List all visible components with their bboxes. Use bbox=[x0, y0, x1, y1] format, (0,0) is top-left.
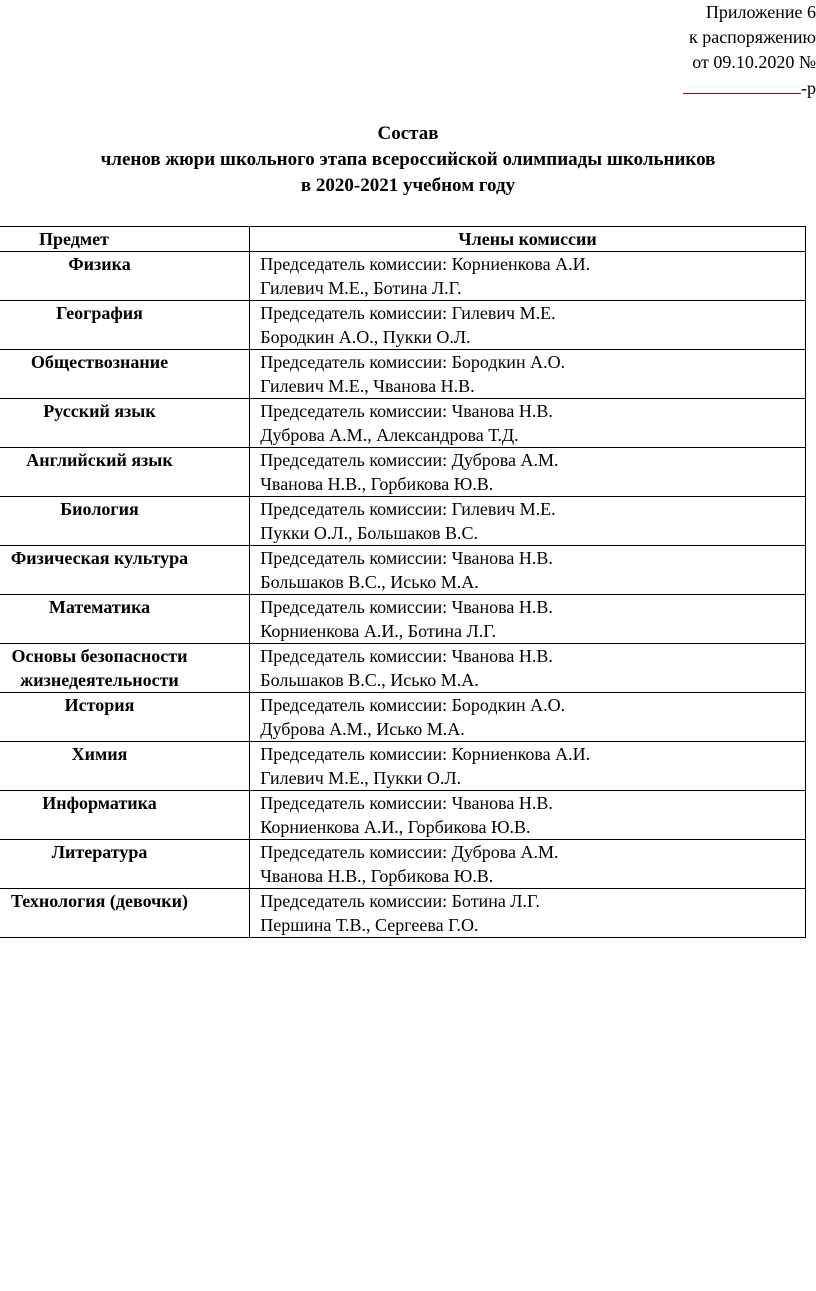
subject-cell bbox=[0, 742, 250, 791]
title-line-1: Состав bbox=[377, 123, 439, 144]
commission-chair: Председатель комиссии: Чванова Н.В. bbox=[260, 793, 553, 813]
commission-members: Бородкин А.О., Пукки О.Л. bbox=[260, 327, 471, 347]
commission-members: Першина Т.В., Сергеева Г.О. bbox=[260, 915, 479, 935]
header-subject: Предмет bbox=[0, 227, 250, 252]
commission-chair: Председатель комиссии: Ботина Л.Г. bbox=[260, 891, 540, 911]
subject-name: География bbox=[56, 303, 143, 323]
commission-members: Гилевич М.Е., Пукки О.Л. bbox=[260, 768, 462, 788]
subject-cell bbox=[0, 840, 250, 889]
commission-members: Пукки О.Л., Большаков В.С. bbox=[260, 523, 479, 543]
members-cell bbox=[250, 252, 806, 301]
commission-chair: Председатель комиссии: Корниенкова А.И. bbox=[260, 254, 591, 274]
subject-name: Технология (девочки) bbox=[10, 891, 189, 911]
members-cell bbox=[250, 840, 806, 889]
members-cell bbox=[250, 644, 806, 693]
table-row bbox=[0, 644, 806, 693]
table-header-row bbox=[0, 227, 806, 252]
commission-chair: Председатель комиссии: Чванова Н.В. bbox=[260, 646, 553, 666]
members-cell bbox=[250, 546, 806, 595]
commission-chair: Председатель комиссии: Бородкин А.О. bbox=[260, 695, 566, 715]
table-row bbox=[0, 497, 806, 546]
subject-cell bbox=[0, 693, 250, 742]
subject-cell bbox=[0, 301, 250, 350]
members-cell bbox=[250, 595, 806, 644]
table-row bbox=[0, 301, 806, 350]
subject-name: Информатика bbox=[42, 793, 157, 813]
commission-chair: Председатель комиссии: Гилевич М.Е. bbox=[260, 303, 556, 323]
members-cell bbox=[250, 889, 806, 938]
order-number-suffix: -р bbox=[801, 78, 816, 98]
members-cell bbox=[250, 742, 806, 791]
blank-order-number bbox=[683, 75, 801, 94]
appendix-date-line: от 09.10.2020 № bbox=[692, 52, 816, 72]
members-cell bbox=[250, 791, 806, 840]
commission-chair: Председатель комиссии: Чванова Н.В. bbox=[260, 401, 553, 421]
subject-cell bbox=[0, 252, 250, 301]
commission-chair: Председатель комиссии: Дуброва А.М. bbox=[260, 842, 559, 862]
members-cell bbox=[250, 301, 806, 350]
commission-chair: Председатель комиссии: Чванова Н.В. bbox=[260, 548, 553, 568]
commission-members: Большаков В.С., Исько М.А. bbox=[260, 670, 479, 690]
members-cell bbox=[250, 399, 806, 448]
commission-members: Гилевич М.Е., Чванова Н.В. bbox=[260, 376, 475, 396]
commission-members: Дуброва А.М., Исько М.А. bbox=[260, 719, 465, 739]
subject-name: Физика bbox=[68, 254, 131, 274]
table-row bbox=[0, 791, 806, 840]
appendix-number: Приложение 6 bbox=[705, 2, 816, 22]
subject-name: Русский язык bbox=[43, 401, 156, 421]
subject-cell bbox=[0, 595, 250, 644]
table-row bbox=[0, 252, 806, 301]
subject-name: История bbox=[64, 695, 135, 715]
subject-name: Химия bbox=[71, 744, 128, 764]
subject-name: Литература bbox=[51, 842, 148, 862]
table-row bbox=[0, 693, 806, 742]
subject-cell bbox=[0, 791, 250, 840]
subject-name: Английский язык bbox=[26, 450, 173, 470]
appendix-header bbox=[683, 0, 816, 101]
subject-cell bbox=[0, 644, 250, 693]
subject-cell bbox=[0, 497, 250, 546]
jury-table bbox=[0, 226, 806, 938]
subject-name: Обществознание bbox=[30, 352, 169, 372]
subject-name: жизнедеятельности bbox=[20, 670, 179, 690]
table-row bbox=[0, 742, 806, 791]
table-row bbox=[0, 889, 806, 938]
table-row bbox=[0, 399, 806, 448]
appendix-order-ref: к распоряжению bbox=[688, 27, 816, 47]
subject-cell bbox=[0, 448, 250, 497]
title-line-2: членов жюри школьного этапа всероссийской олимпиады школьников bbox=[100, 149, 716, 170]
commission-chair: Председатель комиссии: Бородкин А.О. bbox=[260, 352, 566, 372]
subject-cell bbox=[0, 399, 250, 448]
subject-cell bbox=[0, 350, 250, 399]
commission-members: Дуброва А.М., Александрова Т.Д. bbox=[260, 425, 519, 445]
commission-members: Гилевич М.Е., Ботина Л.Г. bbox=[260, 278, 462, 298]
commission-members: Корниенкова А.И., Горбикова Ю.В. bbox=[260, 817, 531, 837]
commission-chair: Председатель комиссии: Корниенкова А.И. bbox=[260, 744, 591, 764]
commission-members: Чванова Н.В., Горбикова Ю.В. bbox=[260, 866, 494, 886]
table-row bbox=[0, 595, 806, 644]
subject-name: Математика bbox=[48, 597, 151, 617]
table-row bbox=[0, 448, 806, 497]
document-title bbox=[0, 121, 816, 199]
header-members: Члены комиссии bbox=[250, 227, 806, 252]
commission-members: Корниенкова А.И., Ботина Л.Г. bbox=[260, 621, 497, 641]
table-row bbox=[0, 840, 806, 889]
subject-name: Биология bbox=[60, 499, 139, 519]
subject-name: Основы безопасности bbox=[11, 646, 188, 666]
members-cell bbox=[250, 693, 806, 742]
title-line-3: в 2020-2021 учебном году bbox=[300, 175, 516, 196]
members-cell bbox=[250, 350, 806, 399]
commission-members: Чванова Н.В., Горбикова Ю.В. bbox=[260, 474, 494, 494]
subject-name: Физическая культура bbox=[10, 548, 189, 568]
commission-chair: Председатель комиссии: Гилевич М.Е. bbox=[260, 499, 556, 519]
members-cell bbox=[250, 448, 806, 497]
subject-cell bbox=[0, 546, 250, 595]
table-row bbox=[0, 350, 806, 399]
members-cell bbox=[250, 497, 806, 546]
appendix-number-line bbox=[683, 75, 816, 101]
table-row bbox=[0, 546, 806, 595]
commission-chair: Председатель комиссии: Дуброва А.М. bbox=[260, 450, 559, 470]
commission-members: Большаков В.С., Исько М.А. bbox=[260, 572, 479, 592]
commission-chair: Председатель комиссии: Чванова Н.В. bbox=[260, 597, 553, 617]
subject-cell bbox=[0, 889, 250, 938]
